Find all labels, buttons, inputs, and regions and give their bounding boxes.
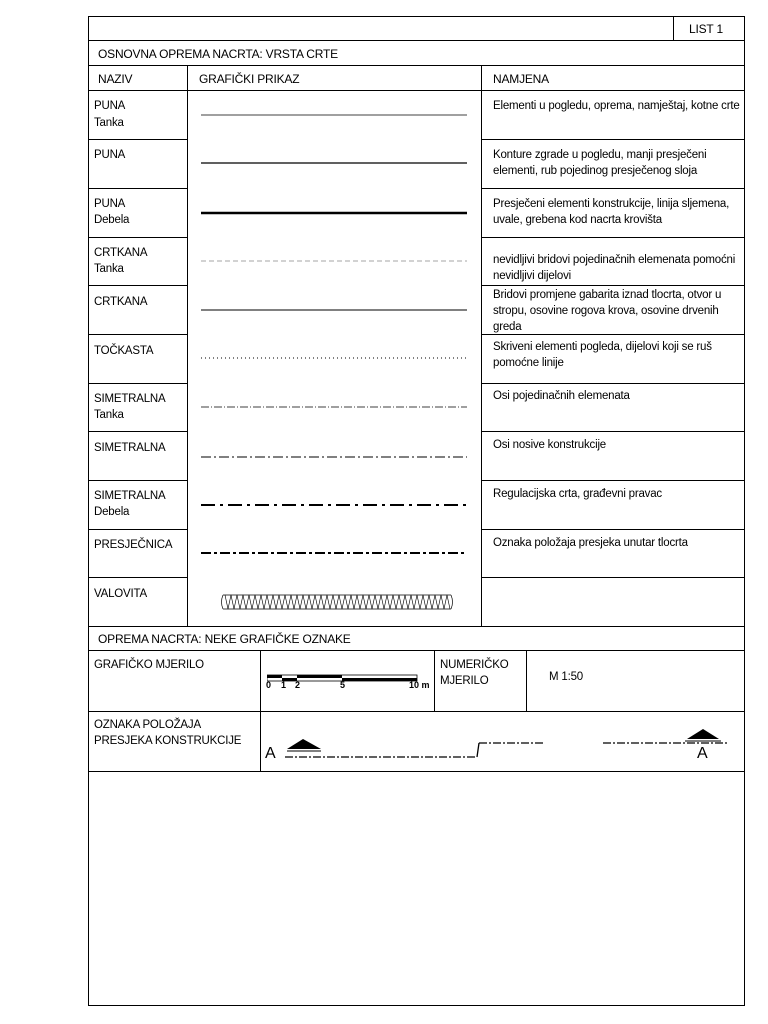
- line-type-purpose: nevidljivi bridovi pojedinačnih elemenata pomoćni nevidljivi dijelovi: [493, 254, 736, 282]
- numeric-scale-label: NUMERIČKO MJERILO: [440, 659, 509, 687]
- row-rule: [481, 431, 744, 432]
- line-type-purpose: Konture zgrade u pogledu, manji presječeni elementi, rub pojedinog presječenog sloja: [493, 149, 707, 177]
- section-mark-row-rule: [89, 771, 744, 772]
- section-mark-letter-left: A: [265, 745, 276, 762]
- header-rule: [89, 40, 744, 41]
- line-type-purpose: Regulacijska crta, građevni pravac: [493, 488, 662, 500]
- line-type-name: SIMETRALNA: [94, 490, 166, 502]
- scale-divider-2: [434, 650, 435, 711]
- row-rule: [481, 383, 744, 384]
- line-sample-wavy: [219, 590, 455, 614]
- row-rule: [89, 285, 187, 286]
- scale-divider-3: [526, 650, 527, 711]
- line-type-purpose: Elementi u pogledu, oprema, namještaj, kotne crte: [493, 100, 740, 112]
- column-header-name: NAZIV: [98, 72, 133, 86]
- line-type-name: TOČKASTA: [94, 345, 154, 357]
- line-sample-dashed-thin: [201, 249, 467, 273]
- line-type-name: PUNA: [94, 100, 126, 112]
- line-type-name: VALOVITA: [94, 588, 147, 600]
- row-rule: [481, 139, 744, 140]
- numeric-scale-value: M 1:50: [549, 671, 583, 683]
- row-rule: [89, 139, 187, 140]
- section2-top-rule: [89, 626, 744, 627]
- line-type-name: CRTKANA: [94, 296, 148, 308]
- drawing-sheet: [88, 16, 745, 1006]
- line-type-weight: Tanka: [94, 263, 124, 275]
- list-label: LIST 1: [689, 22, 723, 36]
- line-sample-solid-thin: [201, 103, 467, 127]
- line-type-weight: Debela: [94, 214, 130, 226]
- line-type-purpose: Bridovi promjene gabarita iznad tlocrta, otvor u stropu, osovine rogova krova, osovine drvenih greda: [493, 289, 722, 333]
- line-type-purpose: Presječeni elementi konstrukcije, linija sljemena, uvale, grebena kod nacrta krovišta: [493, 198, 730, 226]
- row-rule: [89, 237, 187, 238]
- line-sample-section-line: [201, 541, 467, 565]
- row-rule: [89, 188, 187, 189]
- line-sample-solid-thick: [201, 201, 467, 225]
- line-type-purpose: Skriveni elementi pogleda, dijelovi koji se ruš pomoćne linije: [493, 341, 712, 369]
- row-rule: [481, 529, 744, 530]
- section2-title-rule: [89, 650, 744, 651]
- row-rule: [89, 431, 187, 432]
- line-type-purpose: Oznaka položaja presjeka unutar tlocrta: [493, 537, 688, 549]
- scale-row-rule: [89, 711, 744, 712]
- column-divider-1: [187, 65, 188, 626]
- section-mark-symbol: [263, 721, 743, 769]
- line-type-weight: Tanka: [94, 117, 124, 129]
- line-type-name: PRESJEČNICA: [94, 539, 173, 551]
- list-box-divider: [673, 17, 674, 40]
- section-mark-letter-right: A: [697, 745, 708, 762]
- line-type-weight: Debela: [94, 506, 130, 518]
- row-rule: [481, 480, 744, 481]
- graphic-scale-label: GRAFIČKO MJERILO: [94, 659, 204, 671]
- section-mark-label: OZNAKA POLOŽAJA PRESJEKA KONSTRUKCIJE: [94, 719, 242, 747]
- scale-tick-label: 10 m: [409, 680, 430, 690]
- line-type-name: PUNA: [94, 149, 126, 161]
- column-divider-2: [481, 65, 482, 626]
- section1-title: OSNOVNA OPREMA NACRTA: VRSTA CRTE: [98, 47, 338, 61]
- line-sample-dotted: [201, 346, 467, 370]
- line-sample-dashed-medium: [201, 298, 467, 322]
- line-type-purpose: Osi pojedinačnih elemenata: [493, 390, 630, 402]
- line-type-name: SIMETRALNA: [94, 393, 166, 405]
- row-rule: [89, 383, 187, 384]
- line-type-weight: Tanka: [94, 409, 124, 421]
- line-type-name: PUNA: [94, 198, 126, 210]
- scale-tick-label: 0: [266, 680, 272, 690]
- line-type-name: CRTKANA: [94, 247, 148, 259]
- line-type-purpose: Osi nosive konstrukcije: [493, 439, 606, 451]
- row-rule: [89, 480, 187, 481]
- line-sample-dashdot-medium: [201, 445, 467, 469]
- graphic-scale-bar: [267, 673, 431, 699]
- scale-tick-label: 2: [295, 680, 301, 690]
- scale-tick-label: 1: [281, 680, 287, 690]
- section2-title: OPREMA NACRTA: NEKE GRAFIČKE OZNAKE: [98, 632, 351, 646]
- row-rule: [89, 577, 187, 578]
- column-header-graphic: GRAFIČKI PRIKAZ: [199, 72, 300, 86]
- row-rule: [481, 237, 744, 238]
- line-sample-solid-medium: [201, 151, 467, 175]
- row-rule: [481, 577, 744, 578]
- row-rule: [89, 334, 187, 335]
- line-sample-dashdot-thin: [201, 395, 467, 419]
- line-sample-dashdot-thick: [201, 493, 467, 517]
- row-rule: [481, 188, 744, 189]
- column-header-purpose: NAMJENA: [493, 72, 549, 86]
- scale-tick-label: 5: [340, 680, 346, 690]
- row-rule: [481, 285, 744, 286]
- line-type-name: SIMETRALNA: [94, 442, 166, 454]
- row-rule: [89, 529, 187, 530]
